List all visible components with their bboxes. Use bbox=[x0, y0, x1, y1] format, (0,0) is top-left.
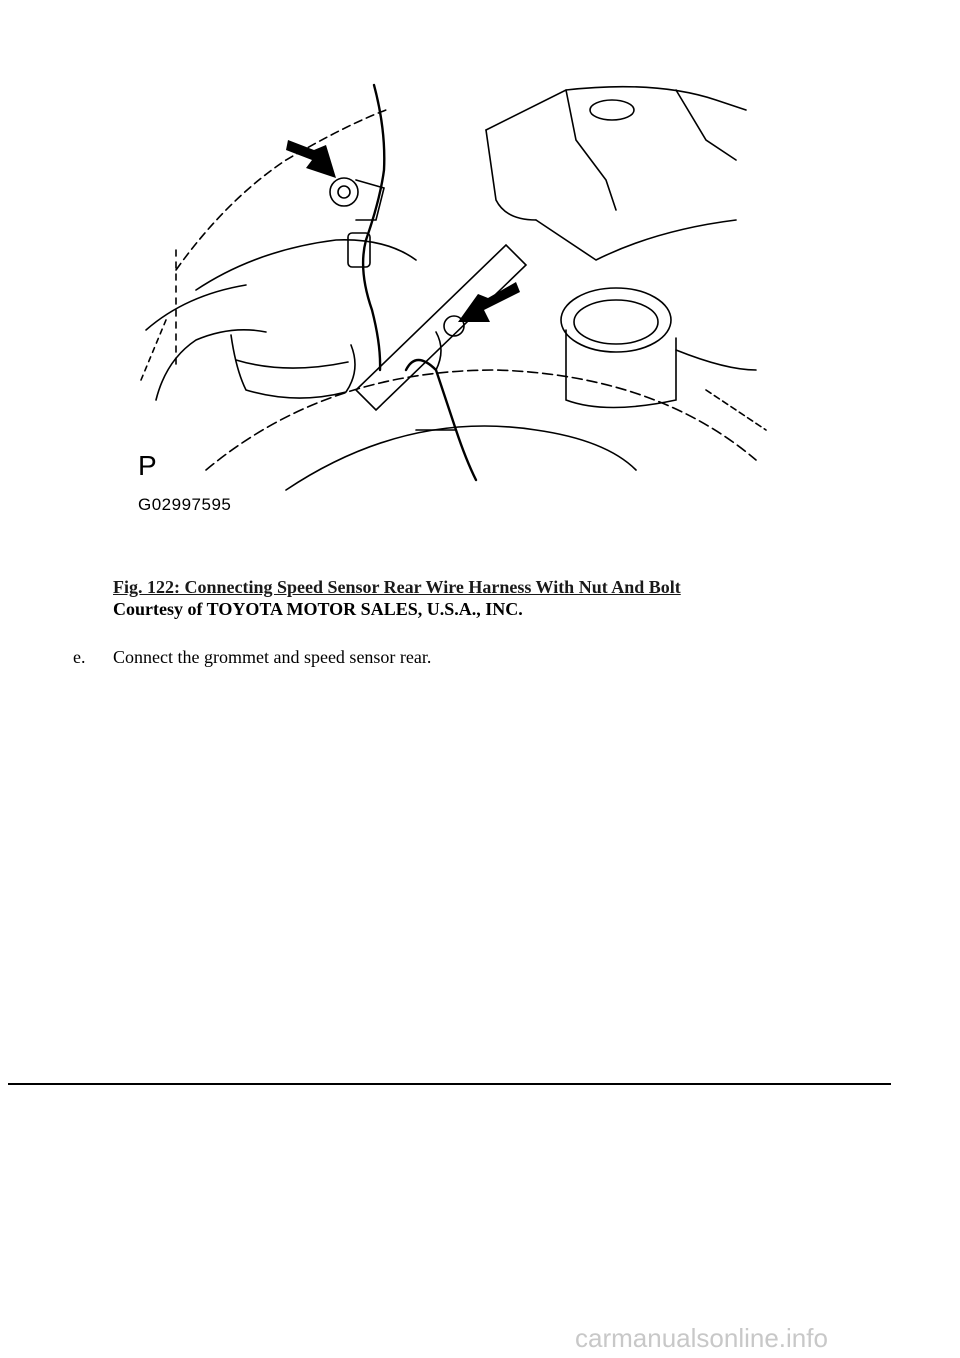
watermark: carmanualsonline.info bbox=[575, 1323, 828, 1353]
step-letter: e. bbox=[73, 647, 86, 667]
procedure-step bbox=[73, 646, 431, 668]
figure-caption bbox=[113, 576, 681, 620]
page-divider bbox=[8, 1083, 891, 1085]
figure-illustration bbox=[136, 70, 772, 520]
caption-credit: Courtesy of TOYOTA MOTOR SALES, U.S.A., INC. bbox=[113, 599, 523, 619]
pointer-arrows bbox=[286, 140, 520, 322]
speed-sensor-harness-drawing bbox=[136, 70, 772, 520]
step-text: Connect the grommet and speed sensor rear. bbox=[113, 647, 432, 667]
caption-title-link[interactable]: Fig. 122: Connecting Speed Sensor Rear Wire Harness With Nut And Bolt bbox=[113, 577, 681, 597]
figure-letter: P bbox=[138, 450, 157, 481]
figure-code: G02997595 bbox=[138, 495, 232, 514]
